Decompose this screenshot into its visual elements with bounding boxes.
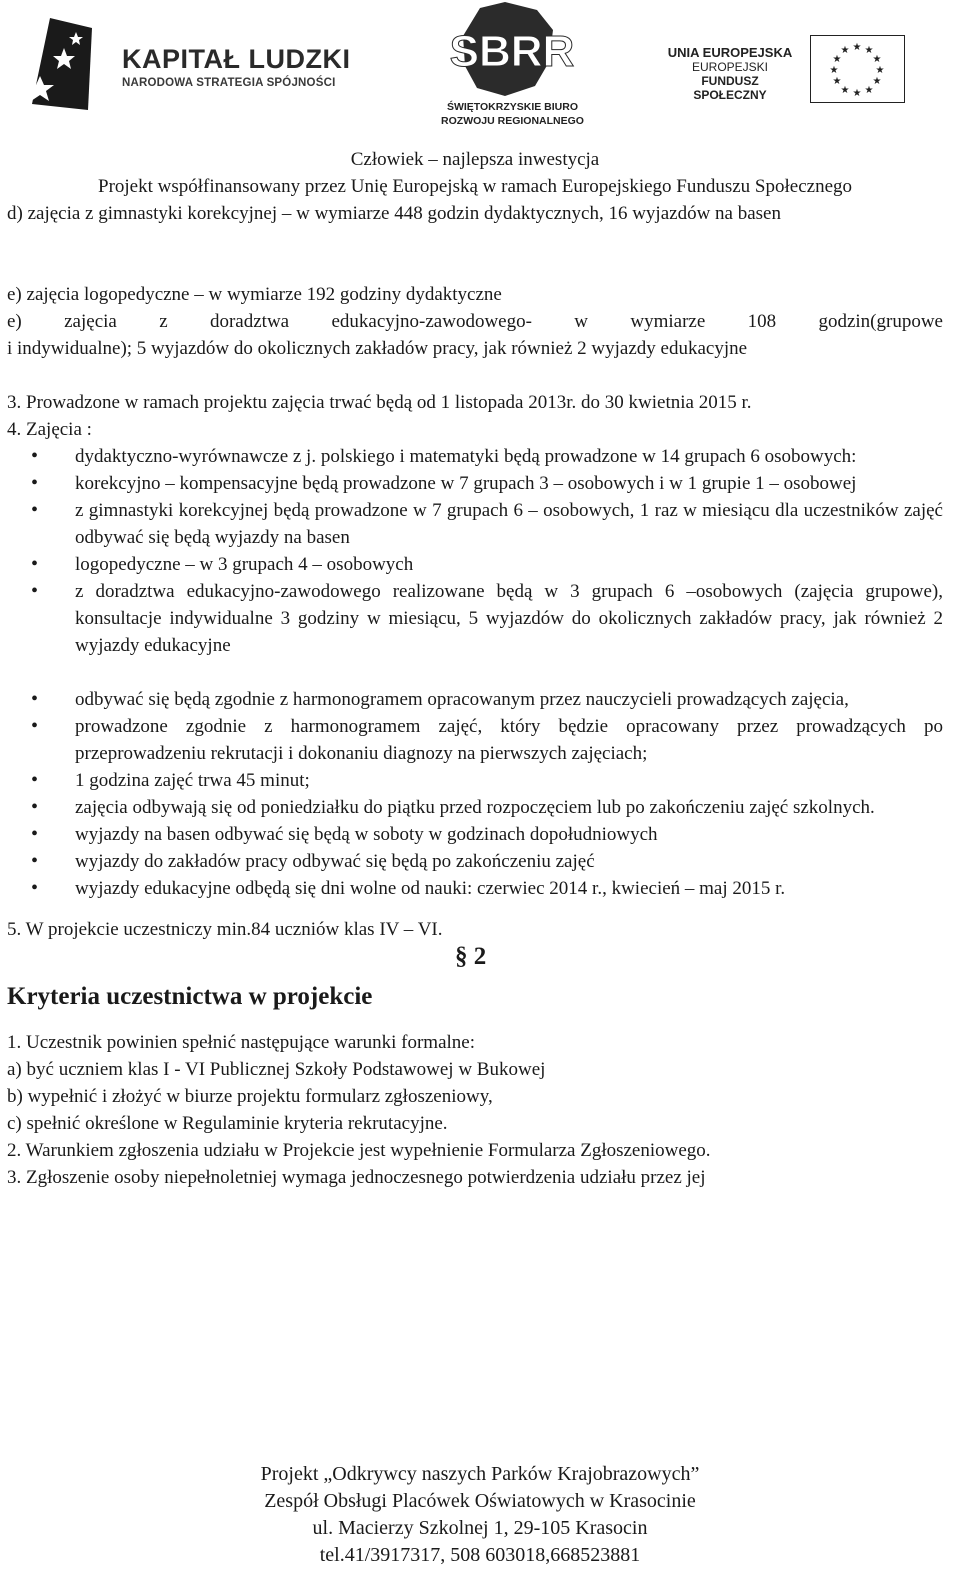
svg-text:★: ★ bbox=[832, 76, 842, 87]
list-item: • z gimnastyki korekcyjnej będą prowadzone w 7 grupach 6 – osobowych, 1 raz w miesiącu dla uczestników zajęć odbywać się będą wyjazdy na basen bbox=[7, 497, 943, 551]
svg-text:★: ★ bbox=[852, 88, 862, 99]
list-item: • wyjazdy edukacyjne odbędą się dni wolne od nauki: czerwiec 2014 r., kwiecień – maj 2015 r. bbox=[7, 875, 943, 902]
svg-text:★: ★ bbox=[872, 76, 882, 87]
list-item: • logopedyczne – w 3 grupach 4 – osobowych bbox=[7, 551, 943, 578]
section-title: Kryteria uczestnictwa w projekcie bbox=[7, 983, 373, 1010]
svg-text:★: ★ bbox=[840, 85, 850, 96]
criteria-line: 3. Zgłoszenie osoby niepełnoletniej wymaga jednoczesnego potwierdzenia udziału przez jej bbox=[7, 1167, 706, 1188]
eu-flag-icon bbox=[810, 35, 905, 103]
list-item: • korekcyjno – kompensacyjne będą prowadzone w 7 grupach 3 – osobowych i w 1 grupie 1 – osobowej bbox=[7, 470, 943, 497]
document-body bbox=[7, 146, 943, 1191]
ue-efs-logo bbox=[665, 35, 950, 107]
item-e-career-line2: i indywidualne); 5 wyjazdów do okolicznych zakładów pracy, jak również 2 wyjazdy edukacyjne bbox=[7, 338, 748, 359]
kapital-ludzki-icon bbox=[30, 18, 110, 110]
list-item: • prowadzone zgodnie z harmonogramem zajęć, który będzie opracowany przez prowadzących po przeprowadzeniu rekrutacji i dokonaniu diagnozy na pierwszych zajęciach; bbox=[7, 713, 943, 767]
svg-text:★: ★ bbox=[832, 54, 842, 65]
ue-line1: UNIA EUROPEJSKA bbox=[667, 45, 793, 60]
footer-phone: tel.41/3917317, 508 603018,668523881 bbox=[319, 1544, 641, 1566]
classes-list bbox=[7, 443, 943, 659]
section-paragraph-number: § 2 bbox=[455, 943, 487, 970]
svg-text:★: ★ bbox=[875, 65, 885, 76]
criteria-line: c) spełnić określone w Regulaminie kryteria rekrutacyjne. bbox=[7, 1113, 448, 1134]
ue-line3: FUNDUSZ SPOŁECZNY bbox=[693, 74, 767, 102]
list-item: • zajęcia odbywają się od poniedziałku do piątku przed rozpoczęciem lub po zakończeniu zajęć szkolnych. bbox=[7, 794, 943, 821]
footer-organization: Zespół Obsługi Placówek Oświatowych w Krasocinie bbox=[264, 1490, 696, 1512]
svg-text:★: ★ bbox=[840, 45, 850, 56]
svg-text:★: ★ bbox=[852, 42, 862, 53]
item-d: d) zajęcia z gimnastyki korekcyjnej – w wymiarze 448 godzin dydaktycznych, 16 wyjazdów na basen bbox=[7, 203, 781, 224]
svg-text:★: ★ bbox=[872, 54, 882, 65]
section-heading bbox=[7, 943, 943, 1013]
slogan: Człowiek – najlepsza inwestycja bbox=[350, 149, 600, 170]
svg-text:★: ★ bbox=[864, 85, 874, 96]
kapital-ludzki-title: KAPITAŁ LUDZKI bbox=[122, 44, 351, 74]
list-item: • z doradztwa edukacyjno-zawodowego realizowane będą w 3 grupach 6 –osobowych (zajęcia grupowe), konsultacje indywidualne 3 godziny w miesiącu, 5 wyjazdów do okolicznych zakładów pracy, jak również 2 wyjazdy edukacyjne bbox=[7, 578, 943, 659]
svg-text:SBRR: SBRR bbox=[449, 27, 575, 76]
item-e-logopedic: e) zajęcia logopedyczne – w wymiarze 192 godziny dydaktyczne bbox=[7, 284, 502, 305]
criteria-line: a) być uczniem klas I - VI Publicznej Szkoły Podstawowej w Bukowej bbox=[7, 1059, 546, 1080]
criteria-line: 2. Warunkiem zgłoszenia udziału w Projekcie jest wypełnienie Formularza Zgłoszeniowego. bbox=[7, 1140, 711, 1161]
point-4: 4. Zajęcia : bbox=[7, 419, 92, 440]
item-e-career-line1: e) zajęcia z doradztwa edukacyjno-zawodowego- w wymiarze 108 godzin(grupowe bbox=[7, 311, 943, 332]
sbrr-caption-line2: ROZWOJU REGIONALNEGO bbox=[441, 115, 584, 127]
criteria-line: 1. Uczestnik powinien spełnić następujące warunki formalne: bbox=[7, 1032, 475, 1053]
page-footer bbox=[0, 1461, 960, 1569]
sbrr-caption-line1: ŚWIĘTOKRZYSKIE BIURO bbox=[446, 101, 579, 113]
criteria-line: b) wypełnić i złożyć w biurze projektu formularz zgłoszeniowy, bbox=[7, 1086, 493, 1107]
footer-address: ul. Macierzy Szkolnej 1, 29-105 Krasocin bbox=[312, 1517, 648, 1539]
svg-text:★: ★ bbox=[829, 65, 839, 76]
sbrr-icon bbox=[425, 0, 600, 100]
list-item: • 1 godzina zajęć trwa 45 minut; bbox=[7, 767, 943, 794]
kapital-ludzki-logo bbox=[30, 18, 360, 110]
rules-list bbox=[7, 686, 943, 902]
list-item: • wyjazdy do zakładów pracy odbywać się będą po zakończeniu zajęć bbox=[7, 848, 943, 875]
sbrr-logo bbox=[425, 0, 600, 130]
page-header bbox=[0, 0, 960, 140]
kapital-ludzki-subtitle: NARODOWA STRATEGIA SPÓJNOŚCI bbox=[122, 77, 336, 89]
svg-text:★: ★ bbox=[864, 45, 874, 56]
list-item: • wyjazdy na basen odbywać się będą w soboty w godzinach dopołudniowych bbox=[7, 821, 943, 848]
list-item: • dydaktyczno-wyrównawcze z j. polskiego i matematyki będą prowadzone w 14 grupach 6 osobowych: bbox=[7, 443, 943, 470]
cofinance-note: Projekt współfinansowany przez Unię Europejską w ramach Europejskiego Funduszu Społecznego bbox=[98, 176, 852, 197]
list-item: • odbywać się będą zgodnie z harmonogramem opracowanym przez nauczycieli prowadzących zajęcia, bbox=[7, 686, 943, 713]
point-3: 3. Prowadzone w ramach projektu zajęcia trwać będą od 1 listopada 2013r. do 30 kwietnia 2015 r. bbox=[7, 392, 752, 413]
point-5: 5. W projekcie uczestniczy min.84 uczniów klas IV – VI. bbox=[7, 919, 443, 940]
footer-project: Projekt „Odkrywcy naszych Parków Krajobrazowych” bbox=[260, 1463, 700, 1485]
ue-line2: EUROPEJSKI bbox=[691, 60, 769, 74]
